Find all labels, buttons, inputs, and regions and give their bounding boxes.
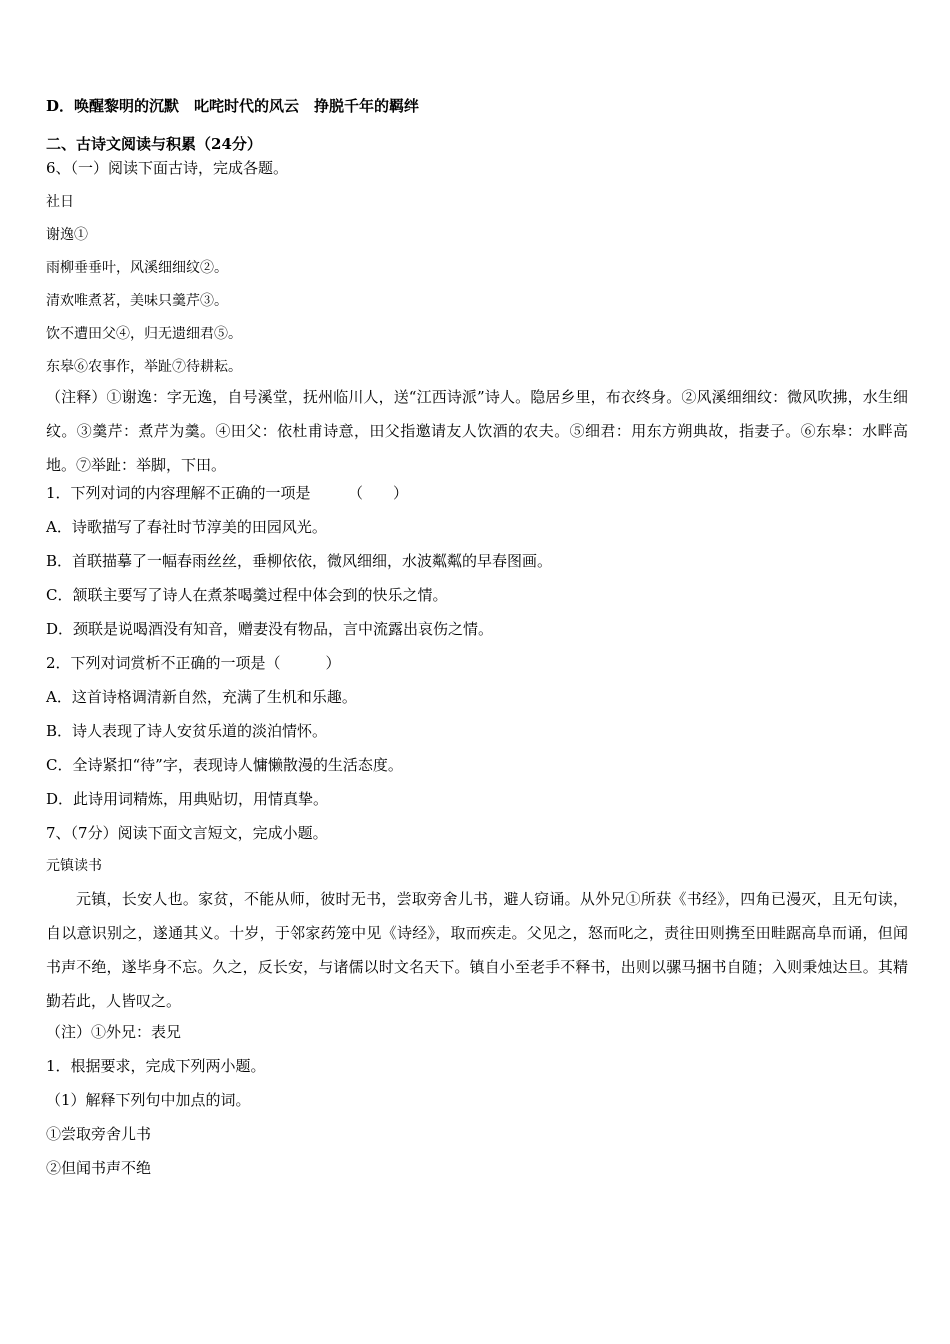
q6-2-option-b: B．诗人表现了诗人安贫乐道的淡泊情怀。 bbox=[46, 722, 328, 740]
passage-body: 元镇，长安人也。家贫，不能从师，彼时无书，尝取旁舍儿书，避人窃诵。从外兄①所获《书经》，四角已漫灭，且无句读，自以意识别之，遂通其义。十岁，于邻家药笼中见《诗经》，取而疾走。父见之，怒而叱之，责往田则携至田畦踞高阜而诵，但闻书声不绝，遂毕身不忘。久之，反长安，与诸儒以时文名天下。镇自小至老手不释书，出则以骡马捆书自随；入则秉烛达旦。其精勤若此，人皆叹之。 bbox=[46, 890, 908, 1010]
q7-1-item-2: ②但闻书声不绝 bbox=[46, 1159, 152, 1177]
poem-line-1: 雨柳垂垂叶，风溪细细纹②。 bbox=[46, 260, 228, 276]
q6-2-option-d: D．此诗用词精炼，用典贴切，用情真挚。 bbox=[46, 790, 329, 808]
poem-author: 谢逸① bbox=[46, 227, 88, 243]
q7-1-sub1: （1）解释下列句中加点的词。 bbox=[46, 1091, 251, 1109]
q6-1-option-c: C．颔联主要写了诗人在煮茶喝羹过程中体会到的快乐之情。 bbox=[46, 586, 448, 604]
poem-title: 社日 bbox=[46, 194, 74, 210]
section-heading: 二、古诗文阅读与积累（24分） bbox=[46, 135, 262, 153]
q6-2-option-a: A．这首诗格调清新自然，充满了生机和乐趣。 bbox=[46, 688, 357, 706]
q7-1-stem: 1．根据要求，完成下列两小题。 bbox=[46, 1057, 266, 1075]
q6-1-option-d: D．颈联是说喝酒没有知音，赠妻没有物品，言中流露出哀伤之情。 bbox=[46, 620, 494, 638]
poem-line-3: 饮不遭田父④，归无遗细君⑤。 bbox=[46, 326, 242, 342]
poem-line-4: 东皋⑥农事作，举趾⑦待耕耘。 bbox=[46, 359, 242, 375]
poem-line-2: 清欢唯煮茗，美味只羹芹③。 bbox=[46, 293, 228, 309]
question-5-option-d: D．唤醒黎明的沉默 叱咤时代的风云 挣脱千年的羁绊 bbox=[46, 97, 420, 115]
q6-1-stem: 1．下列对词的内容理解不正确的一项是 （ ） bbox=[46, 484, 409, 502]
passage-note: （注）①外兄：表兄 bbox=[46, 1023, 182, 1041]
question-6-intro: 6、（一）阅读下面古诗，完成各题。 bbox=[46, 159, 289, 177]
q6-2-option-c: C．全诗紧扣“待”字，表现诗人慵懒散漫的生活态度。 bbox=[46, 756, 403, 774]
document-page bbox=[46, 96, 908, 1178]
q6-1-option-a: A．诗歌描写了春社时节淳美的田园风光。 bbox=[46, 518, 327, 536]
q6-1-option-b: B．首联描摹了一幅春雨丝丝，垂柳依依，微风细细，水波粼粼的早春图画。 bbox=[46, 552, 553, 570]
q6-2-stem: 2．下列对词赏析不正确的一项是（ ） bbox=[46, 654, 341, 672]
poem-notes: （注释）①谢逸：字无逸，自号溪堂，抚州临川人，送“江西诗派”诗人。隐居乡里，布衣终身。②风溪细细纹：微风吹拂，水生细纹。③羹芹：煮芹为羹。④田父：依杜甫诗意，田父指邀请友人饮酒的农夫。⑤细君：用东方朔典故，指妻子。⑥东皋：水畔高地。⑦举趾：举脚，下田。 bbox=[46, 388, 908, 474]
q7-1-item-1: ①尝取旁舍儿书 bbox=[46, 1125, 152, 1143]
passage-title: 元镇读书 bbox=[46, 858, 102, 874]
question-7-intro: 7、（7分）阅读下面文言短文，完成小题。 bbox=[46, 824, 328, 842]
